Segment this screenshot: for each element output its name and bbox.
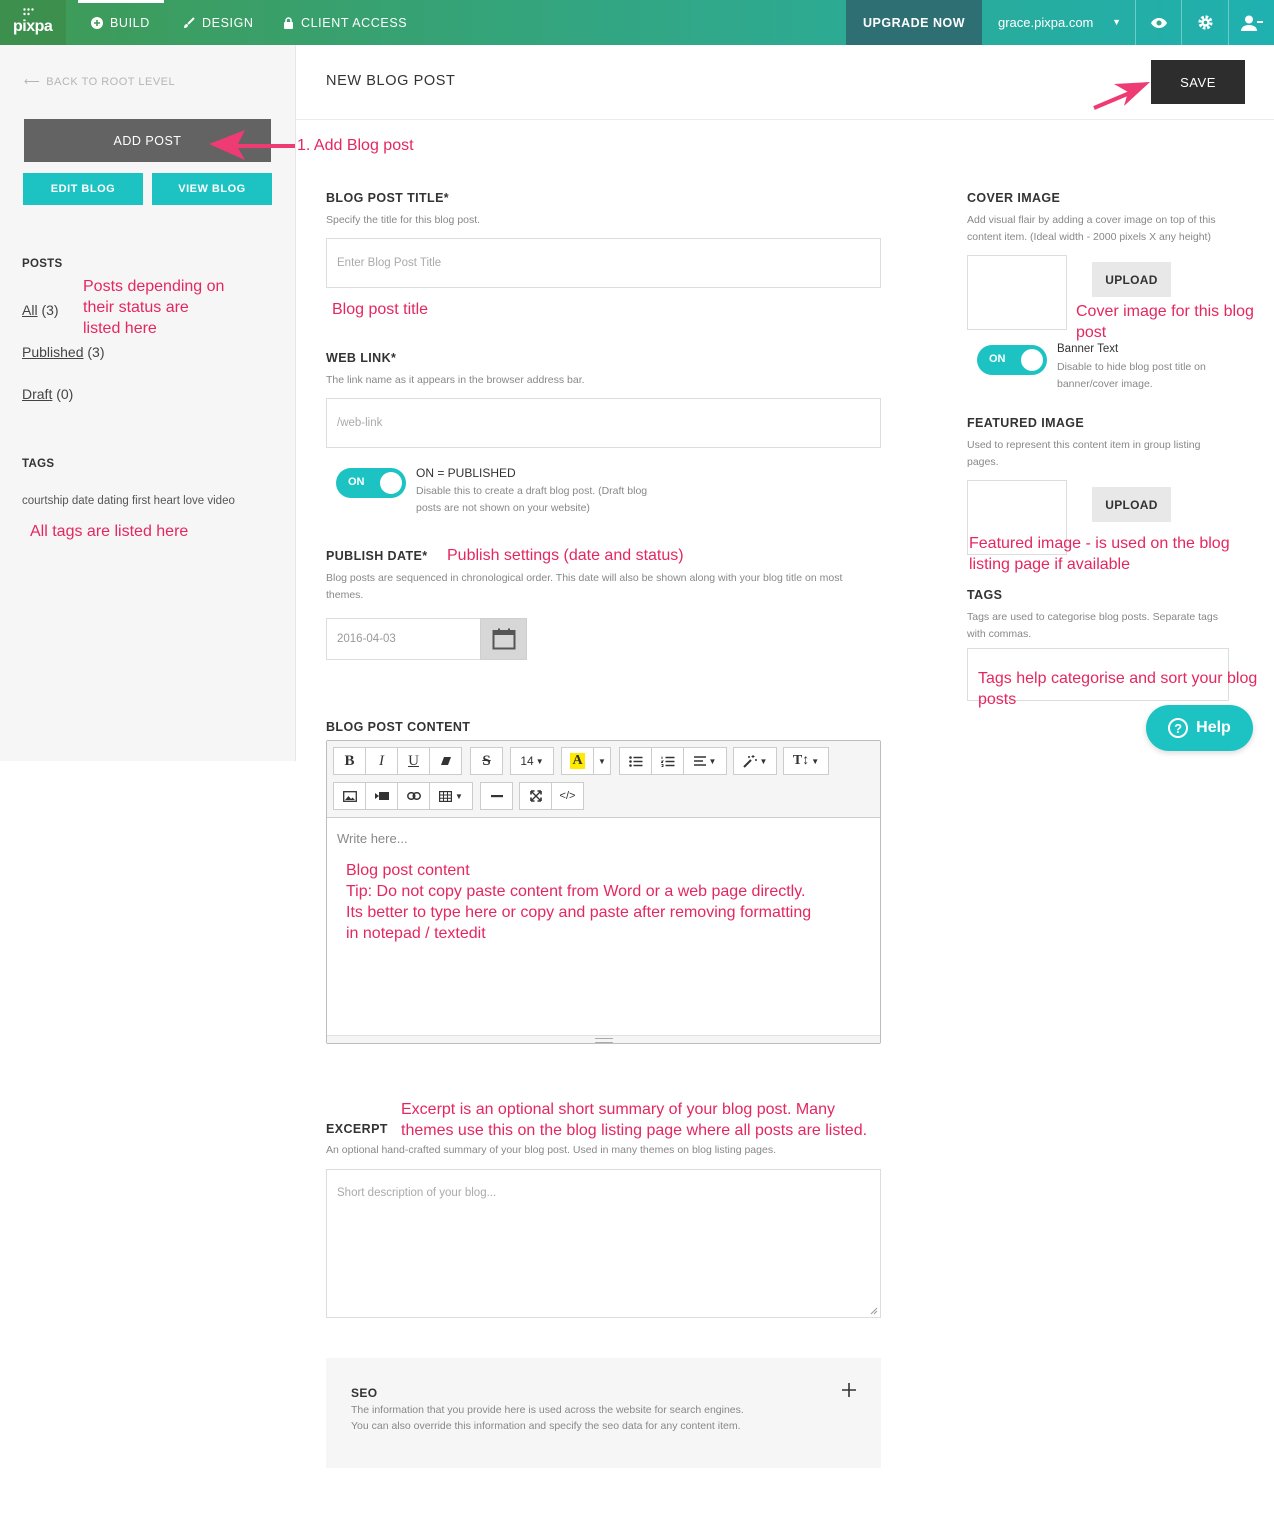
calendar-icon (492, 628, 516, 650)
tags-heading: TAGS (22, 458, 55, 470)
featured-upload-button[interactable]: UPLOAD (1092, 487, 1171, 522)
text-color-icon[interactable]: A (561, 747, 594, 775)
editor-toolbar (327, 741, 880, 818)
publish-toggle-state: ON (348, 476, 365, 488)
tab-design-label: DESIGN (202, 15, 254, 30)
italic-icon[interactable]: I (365, 747, 398, 775)
back-to-root-link[interactable] (24, 75, 175, 88)
chevron-down-icon: ▼ (1112, 17, 1121, 27)
top-bar (0, 0, 1274, 45)
lock-icon (283, 17, 294, 29)
publish-date-help-2: themes. (326, 589, 364, 601)
cover-image-label: COVER IMAGE (967, 191, 1061, 205)
video-icon[interactable] (365, 782, 398, 810)
banner-text-title: Banner Text (1057, 343, 1119, 355)
publish-toggle-help-1: Disable this to create a draft blog post. (Draft blog (416, 485, 648, 497)
banner-text-help-1: Disable to hide blog post title on (1057, 361, 1206, 373)
annotation-tags-right-line-1: Tags help categorise and sort your blog (978, 670, 1258, 687)
featured-image-help-1: Used to represent this content item in group listing (967, 439, 1201, 451)
posts-filter-draft[interactable] (22, 386, 73, 402)
user-icon[interactable] (1229, 0, 1274, 45)
annotation-arrow-icon (205, 126, 297, 162)
bullet-list-icon[interactable] (619, 747, 652, 775)
posts-filter-label[interactable]: Published (22, 344, 84, 360)
publish-date-label: PUBLISH DATE* (326, 549, 428, 563)
add-post-button[interactable]: ADD POST (24, 119, 271, 162)
text-height-icon[interactable]: T↕ ▼ (783, 747, 829, 775)
web-link-input[interactable] (326, 398, 881, 448)
publish-date-input[interactable] (326, 618, 481, 660)
banner-text-toggle[interactable] (977, 345, 1047, 375)
annotation-content-line-1: Blog post content (346, 862, 470, 879)
toggle-knob (380, 472, 402, 494)
image-icon[interactable] (333, 782, 366, 810)
tab-build[interactable] (78, 0, 164, 45)
seo-label: SEO (351, 1386, 378, 1400)
post-title-label: BLOG POST TITLE* (326, 191, 450, 205)
cover-upload-button[interactable]: UPLOAD (1092, 262, 1171, 297)
toggle-knob (1021, 349, 1043, 371)
annotation-arrow-icon (1088, 78, 1152, 114)
help-label: Help (1196, 719, 1231, 736)
upgrade-now-button[interactable]: UPGRADE NOW (846, 0, 982, 45)
posts-count: (0) (56, 386, 74, 402)
annotation-cover-line-1: Cover image for this blog (1076, 303, 1254, 320)
arrow-left-icon: ⟵ (24, 76, 41, 88)
numbered-list-icon[interactable] (651, 747, 684, 775)
calendar-button[interactable] (480, 618, 527, 660)
save-button[interactable]: SAVE (1151, 60, 1245, 104)
post-title-input[interactable] (326, 238, 881, 288)
view-blog-button[interactable]: VIEW BLOG (152, 173, 272, 205)
annotation-content-line-4: in notepad / textedit (346, 925, 486, 942)
brush-icon (183, 17, 195, 29)
publish-toggle[interactable] (336, 468, 406, 498)
web-link-help: The link name as it appears in the browser address bar. (326, 374, 585, 386)
font-size-value: 14 (520, 754, 534, 768)
align-dropdown-icon[interactable]: ▼ (683, 747, 727, 775)
annotation-tags-right-line-2: posts (978, 691, 1017, 708)
table-icon[interactable]: ▼ (429, 782, 473, 810)
web-link-label: WEB LINK* (326, 351, 397, 365)
excerpt-textarea[interactable] (326, 1169, 881, 1318)
annotation-post-title: Blog post title (332, 301, 429, 318)
excerpt-help: An optional hand-crafted summary of your blog post. Used in many themes on blog listing pages. (326, 1144, 776, 1156)
annotation-content-line-3: Its better to type here or copy and paste after removing formatting (346, 904, 812, 921)
logo-dots-icon (23, 8, 35, 16)
posts-count: (3) (87, 344, 105, 360)
bold-icon[interactable]: B (333, 747, 366, 775)
annotation-publish: Publish settings (date and status) (447, 547, 684, 564)
annotation-posts-line-3: listed here (83, 320, 157, 337)
annotation-excerpt-line-1: Excerpt is an optional short summary of your blog post. Many (401, 1101, 835, 1118)
link-icon[interactable] (397, 782, 430, 810)
header-divider (296, 119, 1274, 120)
logo-text: pixpa (13, 18, 53, 35)
posts-filter-all[interactable] (22, 302, 59, 318)
tab-design[interactable] (183, 0, 254, 45)
annotation-featured-line-1: Featured image - is used on the blog (969, 535, 1230, 552)
fullscreen-icon[interactable] (519, 782, 552, 810)
publish-toggle-help-2: posts are not shown on your website) (416, 502, 590, 514)
strikethrough-icon[interactable]: S (470, 747, 503, 775)
magic-wand-icon[interactable]: ▼ (733, 747, 777, 775)
cover-image-help-2: content item. (Ideal width - 2000 pixels X any height) (967, 231, 1211, 243)
posts-filter-published[interactable] (22, 344, 105, 360)
banner-toggle-state: ON (989, 353, 1006, 365)
publish-toggle-title: ON = PUBLISHED (416, 466, 516, 480)
post-title-help: Specify the title for this blog post. (326, 214, 481, 226)
plus-icon[interactable] (842, 1383, 856, 1397)
seo-help-2: You can also override this information and specify the seo data for any content item. (351, 1420, 741, 1432)
excerpt-label: EXCERPT (326, 1122, 388, 1136)
plus-circle-icon (91, 17, 103, 29)
annotation-content-line-2: Tip: Do not copy paste content from Word or a web page directly. (346, 883, 806, 900)
annotation-featured-line-2: listing page if available (969, 556, 1130, 573)
tab-build-label: BUILD (110, 15, 150, 30)
pixpa-logo[interactable] (0, 0, 66, 45)
editor-resize-handle[interactable] (327, 1035, 880, 1043)
tags-help-1: Tags are used to categorise blog posts. Separate tags (967, 611, 1218, 623)
web-link-placeholder: /web-link (337, 417, 383, 429)
annotation-cover-line-2: post (1076, 324, 1107, 341)
horizontal-rule-icon[interactable] (480, 782, 513, 810)
publish-date-value: 2016-04-03 (337, 633, 396, 645)
annotation-add-post: 1. Add Blog post (297, 137, 414, 154)
tags-help-2: with commas. (967, 628, 1032, 640)
chevron-down-icon[interactable]: ▼ (593, 747, 611, 775)
eraser-icon[interactable] (429, 747, 462, 775)
eye-icon[interactable] (1136, 0, 1182, 45)
annotation-posts-line-1: Posts depending on (83, 278, 225, 295)
featured-image-help-2: pages. (967, 456, 999, 468)
seo-help-1: The information that you provide here is used across the website for search engines. (351, 1404, 744, 1416)
resize-grip-icon[interactable] (870, 1307, 878, 1315)
post-title-placeholder: Enter Blog Post Title (337, 257, 442, 269)
posts-heading: POSTS (22, 258, 63, 270)
excerpt-placeholder: Short description of your blog... (337, 1187, 497, 1199)
gear-icon[interactable] (1183, 0, 1229, 45)
chevron-down-icon: ▼ (535, 756, 544, 766)
tags-label: TAGS (967, 588, 1003, 602)
annotation-posts-line-2: their status are (83, 299, 189, 316)
tab-client-access-label: CLIENT ACCESS (301, 15, 408, 30)
help-button[interactable] (1146, 705, 1253, 751)
banner-text-help-2: banner/cover image. (1057, 378, 1153, 390)
font-size-dropdown[interactable] (510, 747, 554, 775)
publish-date-help-1: Blog posts are sequenced in chronological order. This date will also be shown along with your blog title on most (326, 572, 843, 584)
cover-image-help-1: Add visual flair by adding a cover image on top of this (967, 214, 1216, 226)
content-label: BLOG POST CONTENT (326, 720, 471, 734)
domain-dropdown[interactable] (982, 0, 1136, 45)
domain-label: grace.pixpa.com (998, 15, 1094, 30)
tab-client-access[interactable] (283, 0, 407, 45)
tag-cloud[interactable]: courtship date dating first heart love video (22, 495, 235, 507)
question-icon: ? (1168, 718, 1188, 738)
annotation-excerpt-line-2: themes use this on the blog listing page where all posts are listed. (401, 1122, 868, 1139)
underline-icon[interactable]: U (397, 747, 430, 775)
posts-filter-label[interactable]: Draft (22, 386, 53, 402)
cover-image-preview[interactable] (967, 255, 1067, 330)
editor-placeholder: Write here... (337, 831, 408, 846)
code-view-icon[interactable]: </> (551, 782, 584, 810)
annotation-tags: All tags are listed here (30, 523, 189, 540)
posts-filter-label[interactable]: All (22, 302, 38, 318)
featured-image-label: FEATURED IMAGE (967, 416, 1085, 430)
seo-panel[interactable] (326, 1358, 881, 1468)
edit-blog-button[interactable]: EDIT BLOG (23, 173, 143, 205)
posts-count: (3) (41, 302, 59, 318)
back-to-root-label: BACK TO ROOT LEVEL (46, 76, 176, 88)
page-title: NEW BLOG POST (326, 73, 456, 89)
